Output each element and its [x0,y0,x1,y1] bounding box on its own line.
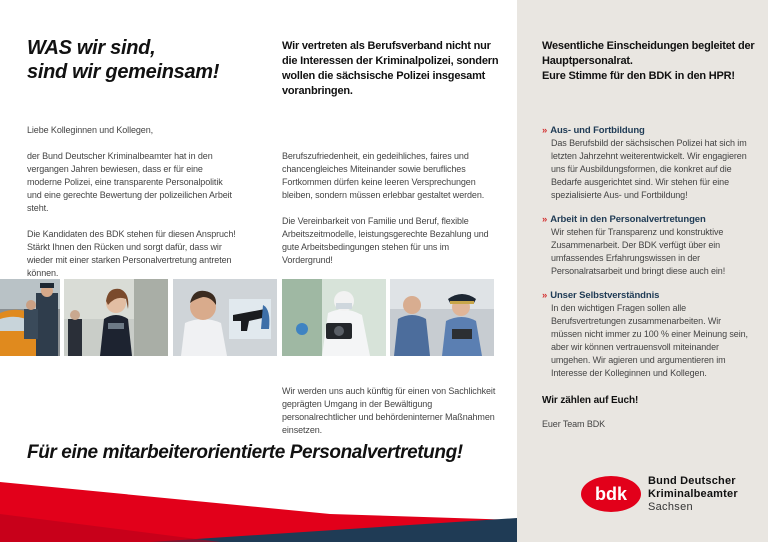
section-body: In den wichtigen Fragen sollen alle Berufsvertretungen zusammenarbeiten. Wir müssen nicht immer zu 100 % einer Meinung sein, aber wir können vertrauensvoll miteinander umgehen. Wir agieren und argumentieren im Interesse der Kolleginnen und Kollegen. [551,303,748,378]
closing-line: Wir zählen auf Euch! [542,395,639,406]
bullet-icon: » [542,290,548,301]
bdk-logo-mark [580,474,642,514]
logo-line-1: Bund Deutscher [648,475,736,487]
logo-line-2: Kriminalbeamter [648,488,738,500]
middle-paragraph-1: Berufszufriedenheit, ein gedeihliches, faires und chancengleiches Miteinander sowie berufliches Fortkommen dürfen keine leeren Versprechungen bleiben, sondern müssen erlebbar gestaltet werden. [282,151,485,200]
column-middle [282,150,500,280]
bdk-logo [580,472,760,516]
photo-evidence [173,279,277,356]
middle-paragraph-3: Wir werden uns auch künftig für einen von Sachlichkeit geprägten Umgang in der Bewältigung personalrechtlicher und behördeninterner Maßnahmen einsetzen. [282,386,496,435]
page-headline [27,36,267,84]
section-self-image [542,289,754,380]
photo-officers-car [0,279,60,356]
photo-policewoman [64,279,168,356]
section-title: » Unser Selbstverständnis [542,290,660,301]
column-middle-bottom [282,385,500,437]
section-body: Das Berufsbild der sächsischen Polizei hat sich im letzten Jahrzehnt weiterentwickelt. Wir engagieren uns für Ausbildungsformen, die konkret auf die Bedarfe ausgerichtet sind. Wir stehen für eine spezialisierte Aus- und Fortbildung! [551,138,747,200]
bullet-icon: » [542,125,548,136]
section-title: » Arbeit in den Personalvertretungen [542,214,706,225]
intro-right [542,39,757,84]
headline-line-2: sind wir gemeinsam! [27,61,220,83]
middle-paragraph-2: Die Vereinbarkeit von Familie und Beruf, flexible Arbeitszeitmodelle, leistungsgerechte Bezahlung und gute Arbeitsbedingungen stehen für uns im Vordergrund! [282,216,489,265]
photo-officers-caps [390,279,494,356]
signature: Euer Team BDK [542,419,606,429]
photo-forensics [282,279,386,356]
bottom-graphic [0,474,517,542]
svg-text:bdk: bdk [594,484,628,504]
headline-line-1: WAS wir sind, [27,37,156,59]
section-training [542,124,754,202]
intro-middle: Wir vertreten als Berufsverband nicht nur die Interessen der Kriminalpolizei, sondern wollen die sächsische Polizei insgesamt voranbringen. [282,40,499,97]
section-representation [542,213,754,278]
left-paragraph-1: der Bund Deutscher Kriminalbeamter hat in den vergangen Jahren bewiesen, dass er für eine moderne Polizei, eine transparente Personalpolitik und eine gerechte Bewertung der polizeilichen Arbeit steht. [27,151,232,213]
left-paragraph-2: Die Kandidaten des BDK stehen für diesen Anspruch! Stärkt Ihnen den Rücken und sorgt dafür, dass wir wieder mit einer starken Personalvertretung antreten können. [27,229,236,278]
column-right [542,124,754,431]
column-left [27,124,237,293]
footer-slogan: Für eine mitarbeiterorientierte Personalvertretung! [27,442,463,463]
bullet-icon: » [542,214,548,225]
section-body: Wir stehen für Transparenz und konstruktive Zusammenarbeit. Der BDK verfügt über ein umfassendes Erfahrungswissen in der Personalratsarbeit und bringt diese auch ein! [551,227,726,276]
intro-right-line-1: Wesentliche Einscheidungen begleitet der Hauptpersonalrat. [542,40,755,67]
section-title: » Aus- und Fortbildung [542,125,645,136]
logo-wordmark [648,475,738,514]
logo-line-3: Sachsen [648,501,693,513]
intro-right-line-2: Eure Stimme für den BDK in den HPR! [542,70,735,82]
greeting: Liebe Kolleginnen und Kollegen, [27,125,154,135]
